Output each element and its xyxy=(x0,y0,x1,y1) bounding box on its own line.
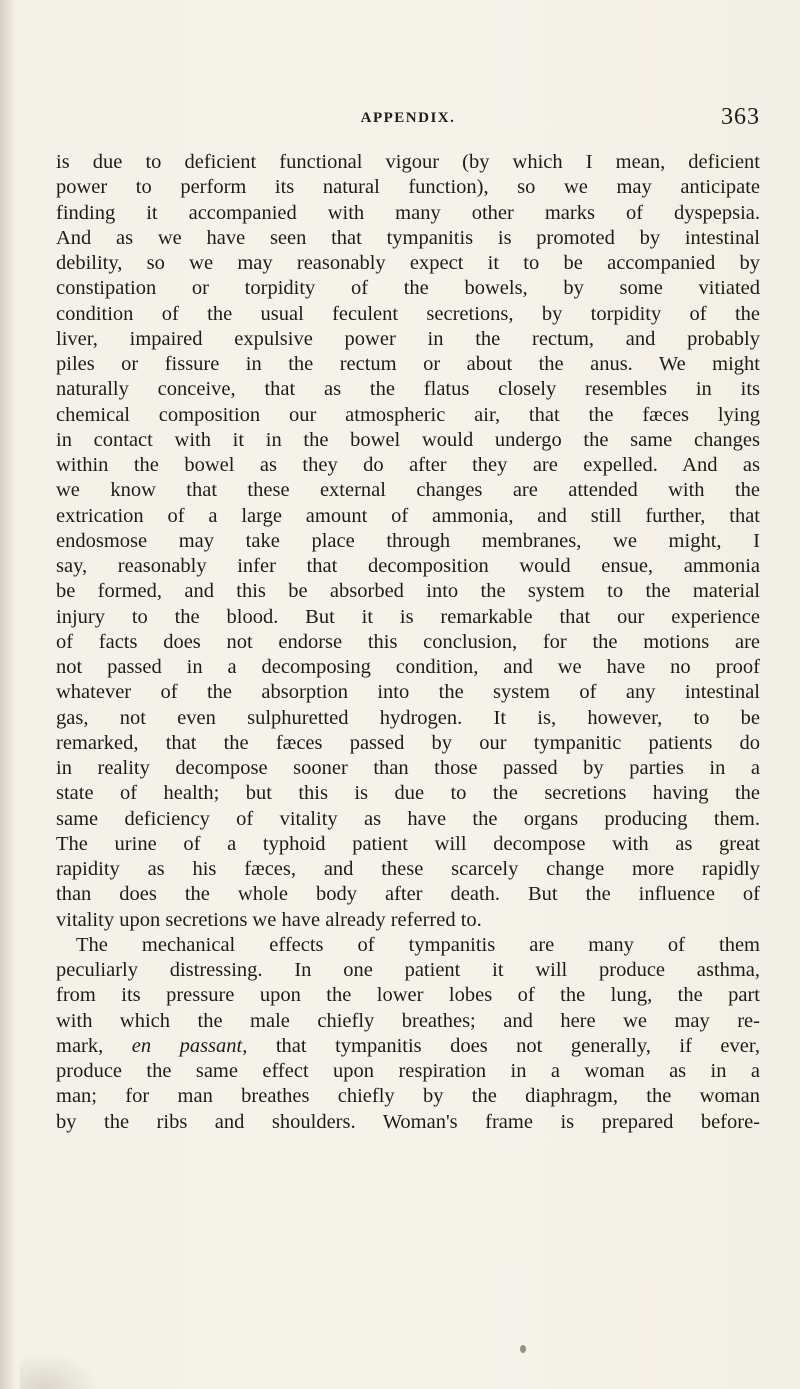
text-line: with which the male chiefly breathes; and here we may re- xyxy=(56,1009,760,1032)
body-text xyxy=(56,150,760,1135)
text-line: than does the whole body after death. But the influence of xyxy=(56,883,760,906)
text-line: condition of the usual feculent secretions, by torpidity of the xyxy=(56,302,760,325)
text-line: by the ribs and shoulders. Woman's frame is prepared before- xyxy=(56,1110,760,1133)
text-line: The urine of a typhoid patient will decompose with as great xyxy=(56,832,760,855)
text-line-paragraph-end: vitality upon secretions we have already referred to. xyxy=(56,908,482,931)
text-line: we know that these external changes are attended with the xyxy=(56,479,760,502)
text-line: extrication of a large amount of ammonia, and still further, that xyxy=(56,504,760,527)
text-line: whatever of the absorption into the system of any intestinal xyxy=(56,681,760,704)
text-line: within the bowel as they do after they are expelled. And as xyxy=(56,454,760,476)
text-line: from its pressure upon the lower lobes of the lung, the part xyxy=(56,984,760,1007)
text-line: endosmose may take place through membranes, we might, I xyxy=(56,529,760,552)
text-line: chemical composition our atmospheric air, that the fæces lying xyxy=(56,403,760,426)
ink-speck xyxy=(520,1345,526,1353)
text-line: in contact with it in the bowel would undergo the same changes xyxy=(56,428,760,451)
text-line: debility, so we may reasonably expect it to be accompanied by xyxy=(56,252,760,274)
text-line: liver, impaired expulsive power in the rectum, and probably xyxy=(56,327,760,350)
text-line: gas, not even sulphuretted hydrogen. It is, however, to be xyxy=(56,706,760,729)
page-header xyxy=(56,106,760,136)
italic-phrase: en passant, xyxy=(131,1034,248,1057)
text-line: rapidity as his fæces, and these scarcely change more rapidly xyxy=(56,858,760,880)
text-line: produce the same effect upon respiration in a woman as in a xyxy=(56,1060,760,1082)
text-line: piles or fissure in the rectum or about the anus. We might xyxy=(56,353,760,375)
page-number: 363 xyxy=(721,104,760,130)
text-fragment: that tympanitis does not generally, if ever, xyxy=(247,1034,760,1057)
text-line: power to perform its natural function), so we may anticipate xyxy=(56,176,760,199)
text-line: injury to the blood. But it is remarkable that our experience xyxy=(56,605,760,628)
text-line: be formed, and this be absorbed into the system to the material xyxy=(56,580,760,603)
text-line: say, reasonably infer that decomposition would ensue, ammonia xyxy=(56,555,760,577)
text-line: And as we have seen that tympanitis is promoted by intestinal xyxy=(56,226,760,249)
text-line: in reality decompose sooner than those passed by parties in a xyxy=(56,757,760,779)
paper-stain xyxy=(20,1352,100,1389)
text-line: of facts does not endorse this conclusion, for the motions are xyxy=(56,630,760,653)
text-line: man; for man breathes chiefly by the diaphragm, the woman xyxy=(56,1085,760,1108)
text-line: constipation or torpidity of the bowels, by some vitiated xyxy=(56,277,760,300)
gutter-shadow xyxy=(0,0,16,1389)
text-line xyxy=(56,1034,760,1059)
text-line: not passed in a decomposing condition, and we have no proof xyxy=(56,656,760,678)
text-line: finding it accompanied with many other marks of dyspepsia. xyxy=(56,201,760,224)
text-line-paragraph-start: The mechanical effects of tympanitis are many of them xyxy=(76,933,760,956)
running-head: APPENDIX. xyxy=(360,110,456,126)
text-line: same deficiency of vitality as have the organs producing them. xyxy=(56,807,760,830)
text-line: state of health; but this is due to the secretions having the xyxy=(56,782,760,805)
text-fragment: mark, xyxy=(56,1034,132,1057)
text-line: naturally conceive, that as the flatus closely resembles in its xyxy=(56,378,760,401)
text-line: peculiarly distressing. In one patient it will produce asthma, xyxy=(56,959,760,981)
text-line: is due to deficient functional vigour (by which I mean, deficient xyxy=(56,151,760,173)
text-line: remarked, that the fæces passed by our tympanitic patients do xyxy=(56,731,760,754)
